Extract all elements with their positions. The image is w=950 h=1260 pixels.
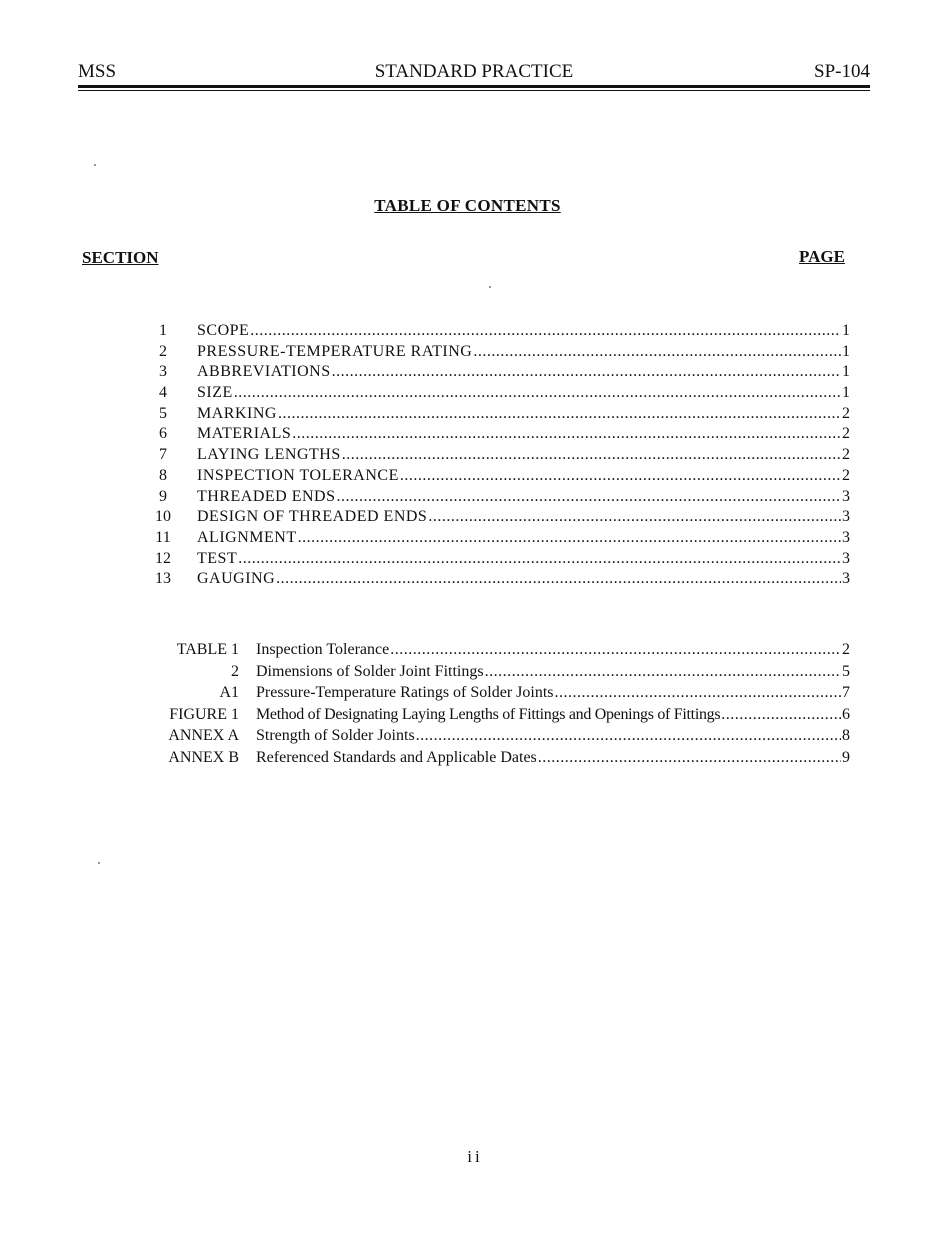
section-number: 5 — [159, 404, 167, 422]
dot-leader — [342, 446, 841, 464]
section-number: 8 — [159, 466, 167, 484]
dot-leader — [428, 508, 841, 526]
dot-leader — [554, 684, 841, 702]
page-number: 3 — [842, 487, 850, 505]
dot-leader — [298, 529, 841, 547]
page-number: 2 — [842, 466, 850, 484]
section-number: 11 — [155, 528, 171, 546]
reference-list — [150, 641, 850, 771]
dot-leader — [250, 322, 841, 340]
dot-leader — [416, 727, 841, 745]
section-number: 6 — [159, 425, 167, 443]
dot-leader — [332, 363, 841, 381]
toc-entry[interactable] — [150, 570, 850, 591]
toc-entry[interactable] — [150, 384, 850, 405]
page-number: 1 — [842, 384, 850, 402]
toc-entry[interactable] — [150, 405, 850, 426]
dot-leader — [337, 488, 842, 506]
page-folio: ii — [467, 1147, 483, 1166]
reference-title: Pressure-Temperature Ratings of Solder Joints — [256, 684, 554, 702]
section-title: ALIGNMENT — [197, 528, 297, 546]
page-number: 2 — [842, 446, 850, 464]
page-number: 1 — [842, 363, 850, 381]
section-title: PRESSURE-TEMPERATURE RATING — [197, 342, 473, 360]
section-list — [150, 322, 850, 591]
section-title: GAUGING — [197, 570, 276, 588]
page-number: 1 — [842, 322, 850, 339]
reference-label: TABLE 1 — [176, 641, 239, 658]
dot-leader — [234, 384, 841, 402]
dot-leader — [538, 749, 841, 767]
page-header — [78, 60, 870, 86]
toc-entry[interactable] — [150, 363, 850, 384]
reference-entry[interactable] — [150, 727, 850, 749]
section-title: SIZE — [197, 384, 233, 402]
page-number: 2 — [842, 404, 850, 422]
page-number: 5 — [842, 662, 850, 680]
dot-leader — [238, 550, 841, 568]
page-number: 1 — [842, 342, 850, 360]
page-number: 7 — [842, 684, 850, 702]
toc-entry[interactable] — [150, 467, 850, 488]
page-number: 6 — [842, 705, 850, 723]
toc-entry[interactable] — [150, 508, 850, 529]
section-number: 13 — [155, 570, 171, 588]
header-rule — [78, 85, 870, 88]
page-number: 2 — [842, 641, 850, 658]
section-title: THREADED ENDS — [197, 487, 336, 505]
page-column-label: PAGE — [799, 247, 845, 266]
reference-entry[interactable] — [150, 641, 850, 663]
reference-entry[interactable] — [150, 684, 850, 706]
section-title: SCOPE — [197, 322, 250, 339]
scan-speck — [94, 164, 96, 166]
toc-entry[interactable] — [150, 488, 850, 509]
toc-entry[interactable] — [150, 550, 850, 571]
section-number: 3 — [159, 363, 167, 381]
dot-leader — [473, 343, 841, 361]
toc-entry[interactable] — [150, 529, 850, 550]
section-title: LAYING LENGTHS — [197, 446, 341, 464]
dot-leader — [485, 663, 841, 681]
toc-title: TABLE OF CONTENTS — [374, 196, 561, 215]
reference-title: Strength of Solder Joints — [256, 727, 415, 745]
scan-speck — [98, 862, 100, 864]
section-title: ABBREVIATIONS — [197, 363, 331, 381]
reference-title: Inspection Tolerance — [256, 641, 390, 658]
reference-entry[interactable] — [150, 706, 850, 728]
section-title: DESIGN OF THREADED ENDS — [197, 508, 428, 526]
reference-label: 2 — [231, 662, 239, 680]
reference-entry[interactable] — [150, 663, 850, 685]
toc-entry[interactable] — [150, 425, 850, 446]
page-number: 3 — [842, 549, 850, 567]
header-doc-number: SP-104 — [814, 61, 870, 82]
reference-title: Referenced Standards and Applicable Dates — [256, 748, 537, 766]
reference-title: Dimensions of Solder Joint Fittings — [256, 662, 484, 680]
page-number: 3 — [842, 570, 850, 588]
section-title: MATERIALS — [197, 425, 292, 443]
reference-entry[interactable] — [150, 749, 850, 771]
toc-entry[interactable] — [150, 446, 850, 467]
section-number: 4 — [159, 384, 167, 402]
reference-label: A1 — [219, 684, 239, 702]
reference-label: ANNEX A — [168, 727, 239, 745]
section-number: 9 — [159, 487, 167, 505]
section-number: 7 — [159, 446, 167, 464]
reference-label: FIGURE 1 — [169, 705, 239, 723]
section-number: 1 — [159, 322, 167, 339]
section-title: MARKING — [197, 404, 277, 422]
scan-speck — [489, 286, 491, 288]
section-number: 10 — [155, 508, 171, 526]
section-number: 2 — [159, 342, 167, 360]
dot-leader — [390, 641, 841, 659]
section-number: 12 — [155, 549, 171, 567]
reference-label: ANNEX B — [168, 748, 239, 766]
header-doc-type: STANDARD PRACTICE — [374, 61, 574, 82]
toc-entry[interactable] — [150, 322, 850, 343]
dot-leader — [278, 405, 841, 423]
page-number: 9 — [842, 748, 850, 766]
dot-leader — [292, 425, 841, 443]
dot-leader — [400, 467, 841, 485]
section-title: INSPECTION TOLERANCE — [197, 466, 399, 484]
header-org: MSS — [78, 61, 117, 82]
section-title: TEST — [197, 549, 238, 567]
header-rule-thin — [78, 90, 870, 91]
page-number: 8 — [842, 727, 850, 745]
section-column-label: SECTION — [82, 248, 159, 267]
page-number: 3 — [842, 508, 850, 526]
dot-leader — [276, 570, 841, 588]
page-number: 3 — [842, 528, 850, 546]
reference-title: Method of Designating Laying Lengths of Fittings and Openings of Fittings — [256, 705, 721, 723]
page-number: 2 — [842, 425, 850, 443]
dot-leader — [721, 706, 841, 724]
toc-entry[interactable] — [150, 343, 850, 364]
